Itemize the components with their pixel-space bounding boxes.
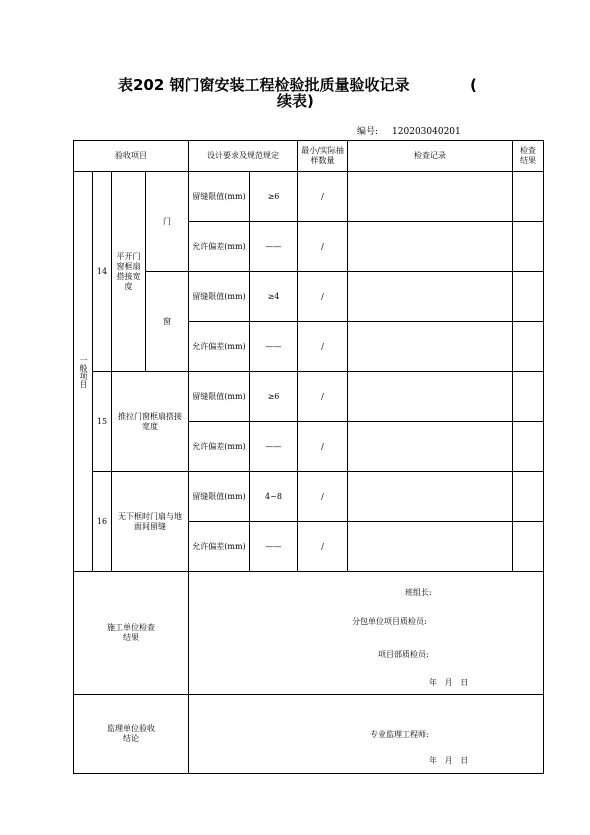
category-general: 一般项目 bbox=[74, 172, 93, 572]
row-label: 留缝限值(mm) bbox=[189, 472, 250, 522]
row-label: 允许偏差(mm) bbox=[189, 422, 250, 472]
row-label: 留缝限值(mm) bbox=[189, 372, 250, 422]
supervision-label: 监理单位验收结论 bbox=[74, 695, 189, 774]
row-label: 留缝限值(mm) bbox=[189, 272, 250, 322]
row-result[interactable] bbox=[513, 472, 544, 522]
row-sample: / bbox=[298, 222, 348, 272]
row-design: 4~8 bbox=[250, 472, 298, 522]
row-label: 留缝限值(mm) bbox=[189, 172, 250, 222]
row-label: 允许偏差(mm) bbox=[189, 322, 250, 372]
row-record[interactable] bbox=[348, 422, 513, 472]
header-result: 检查结果 bbox=[513, 141, 544, 172]
row-design: —— bbox=[250, 222, 298, 272]
row-label: 允许偏差(mm) bbox=[189, 522, 250, 572]
row-result[interactable] bbox=[513, 422, 544, 472]
table-row bbox=[74, 372, 544, 422]
row-record[interactable] bbox=[348, 472, 513, 522]
header-row bbox=[74, 141, 544, 172]
number-label: 编号: bbox=[357, 127, 379, 137]
item-14-name: 平开门窗框扇搭接宽度 bbox=[112, 172, 146, 372]
row-design: —— bbox=[250, 322, 298, 372]
item-14-door: 门 bbox=[146, 172, 189, 272]
header-record: 检查记录 bbox=[348, 141, 513, 172]
document-number bbox=[357, 124, 461, 137]
row-design: ≥6 bbox=[250, 372, 298, 422]
construction-signature-area[interactable] bbox=[189, 572, 544, 695]
row-sample: / bbox=[298, 172, 348, 222]
table-row bbox=[74, 172, 544, 222]
sub-inspector-label: 分包单位项目质检员: bbox=[352, 617, 427, 626]
item-16-name: 无下框时门扇与地面间留缝 bbox=[112, 472, 189, 572]
team-leader-label: 班组长: bbox=[405, 588, 432, 597]
row-design: —— bbox=[250, 522, 298, 572]
header-item: 验收项目 bbox=[74, 141, 189, 172]
row-record[interactable] bbox=[348, 372, 513, 422]
row-result[interactable] bbox=[513, 272, 544, 322]
construction-label: 施工单位检查结果 bbox=[74, 572, 189, 695]
supervision-row bbox=[74, 695, 544, 774]
table-row bbox=[74, 472, 544, 522]
row-result[interactable] bbox=[513, 522, 544, 572]
title-main: 表202 钢门窗安装工程检验批质量验收记录 bbox=[118, 76, 410, 94]
row-design: —— bbox=[250, 422, 298, 472]
item-14-window: 窗 bbox=[146, 272, 189, 372]
row-record[interactable] bbox=[348, 272, 513, 322]
supervision-date: 年 月 日 bbox=[429, 756, 469, 765]
row-design: ≥6 bbox=[250, 172, 298, 222]
row-sample: / bbox=[298, 472, 348, 522]
row-sample: / bbox=[298, 272, 348, 322]
row-result[interactable] bbox=[513, 322, 544, 372]
title-continued: 续表) bbox=[277, 92, 314, 110]
row-design: ≥4 bbox=[250, 272, 298, 322]
number-value: 120203040201 bbox=[392, 127, 461, 137]
row-record[interactable] bbox=[348, 222, 513, 272]
construction-date: 年 月 日 bbox=[429, 678, 469, 687]
header-design: 设计要求及规范规定 bbox=[189, 141, 298, 172]
row-record[interactable] bbox=[348, 522, 513, 572]
row-result[interactable] bbox=[513, 372, 544, 422]
row-record[interactable] bbox=[348, 172, 513, 222]
construction-row bbox=[74, 572, 544, 695]
engineer-label: 专业监理工程师: bbox=[370, 730, 429, 739]
header-sample: 最小/实际抽样数量 bbox=[298, 141, 348, 172]
proj-inspector-label: 项目部质检员: bbox=[378, 650, 429, 659]
row-result[interactable] bbox=[513, 172, 544, 222]
row-record[interactable] bbox=[348, 322, 513, 372]
row-sample: / bbox=[298, 422, 348, 472]
title-paren: ( bbox=[470, 76, 477, 94]
row-result[interactable] bbox=[513, 222, 544, 272]
row-label: 允许偏差(mm) bbox=[189, 222, 250, 272]
supervision-signature-area[interactable] bbox=[189, 695, 544, 774]
row-sample: / bbox=[298, 322, 348, 372]
row-sample: / bbox=[298, 372, 348, 422]
inspection-table bbox=[73, 140, 544, 774]
row-sample: / bbox=[298, 522, 348, 572]
item-16-no: 16 bbox=[93, 472, 112, 572]
item-14-no: 14 bbox=[93, 172, 112, 372]
item-15-no: 15 bbox=[93, 372, 112, 472]
item-15-name: 推拉门窗框扇搭接宽度 bbox=[112, 372, 189, 472]
